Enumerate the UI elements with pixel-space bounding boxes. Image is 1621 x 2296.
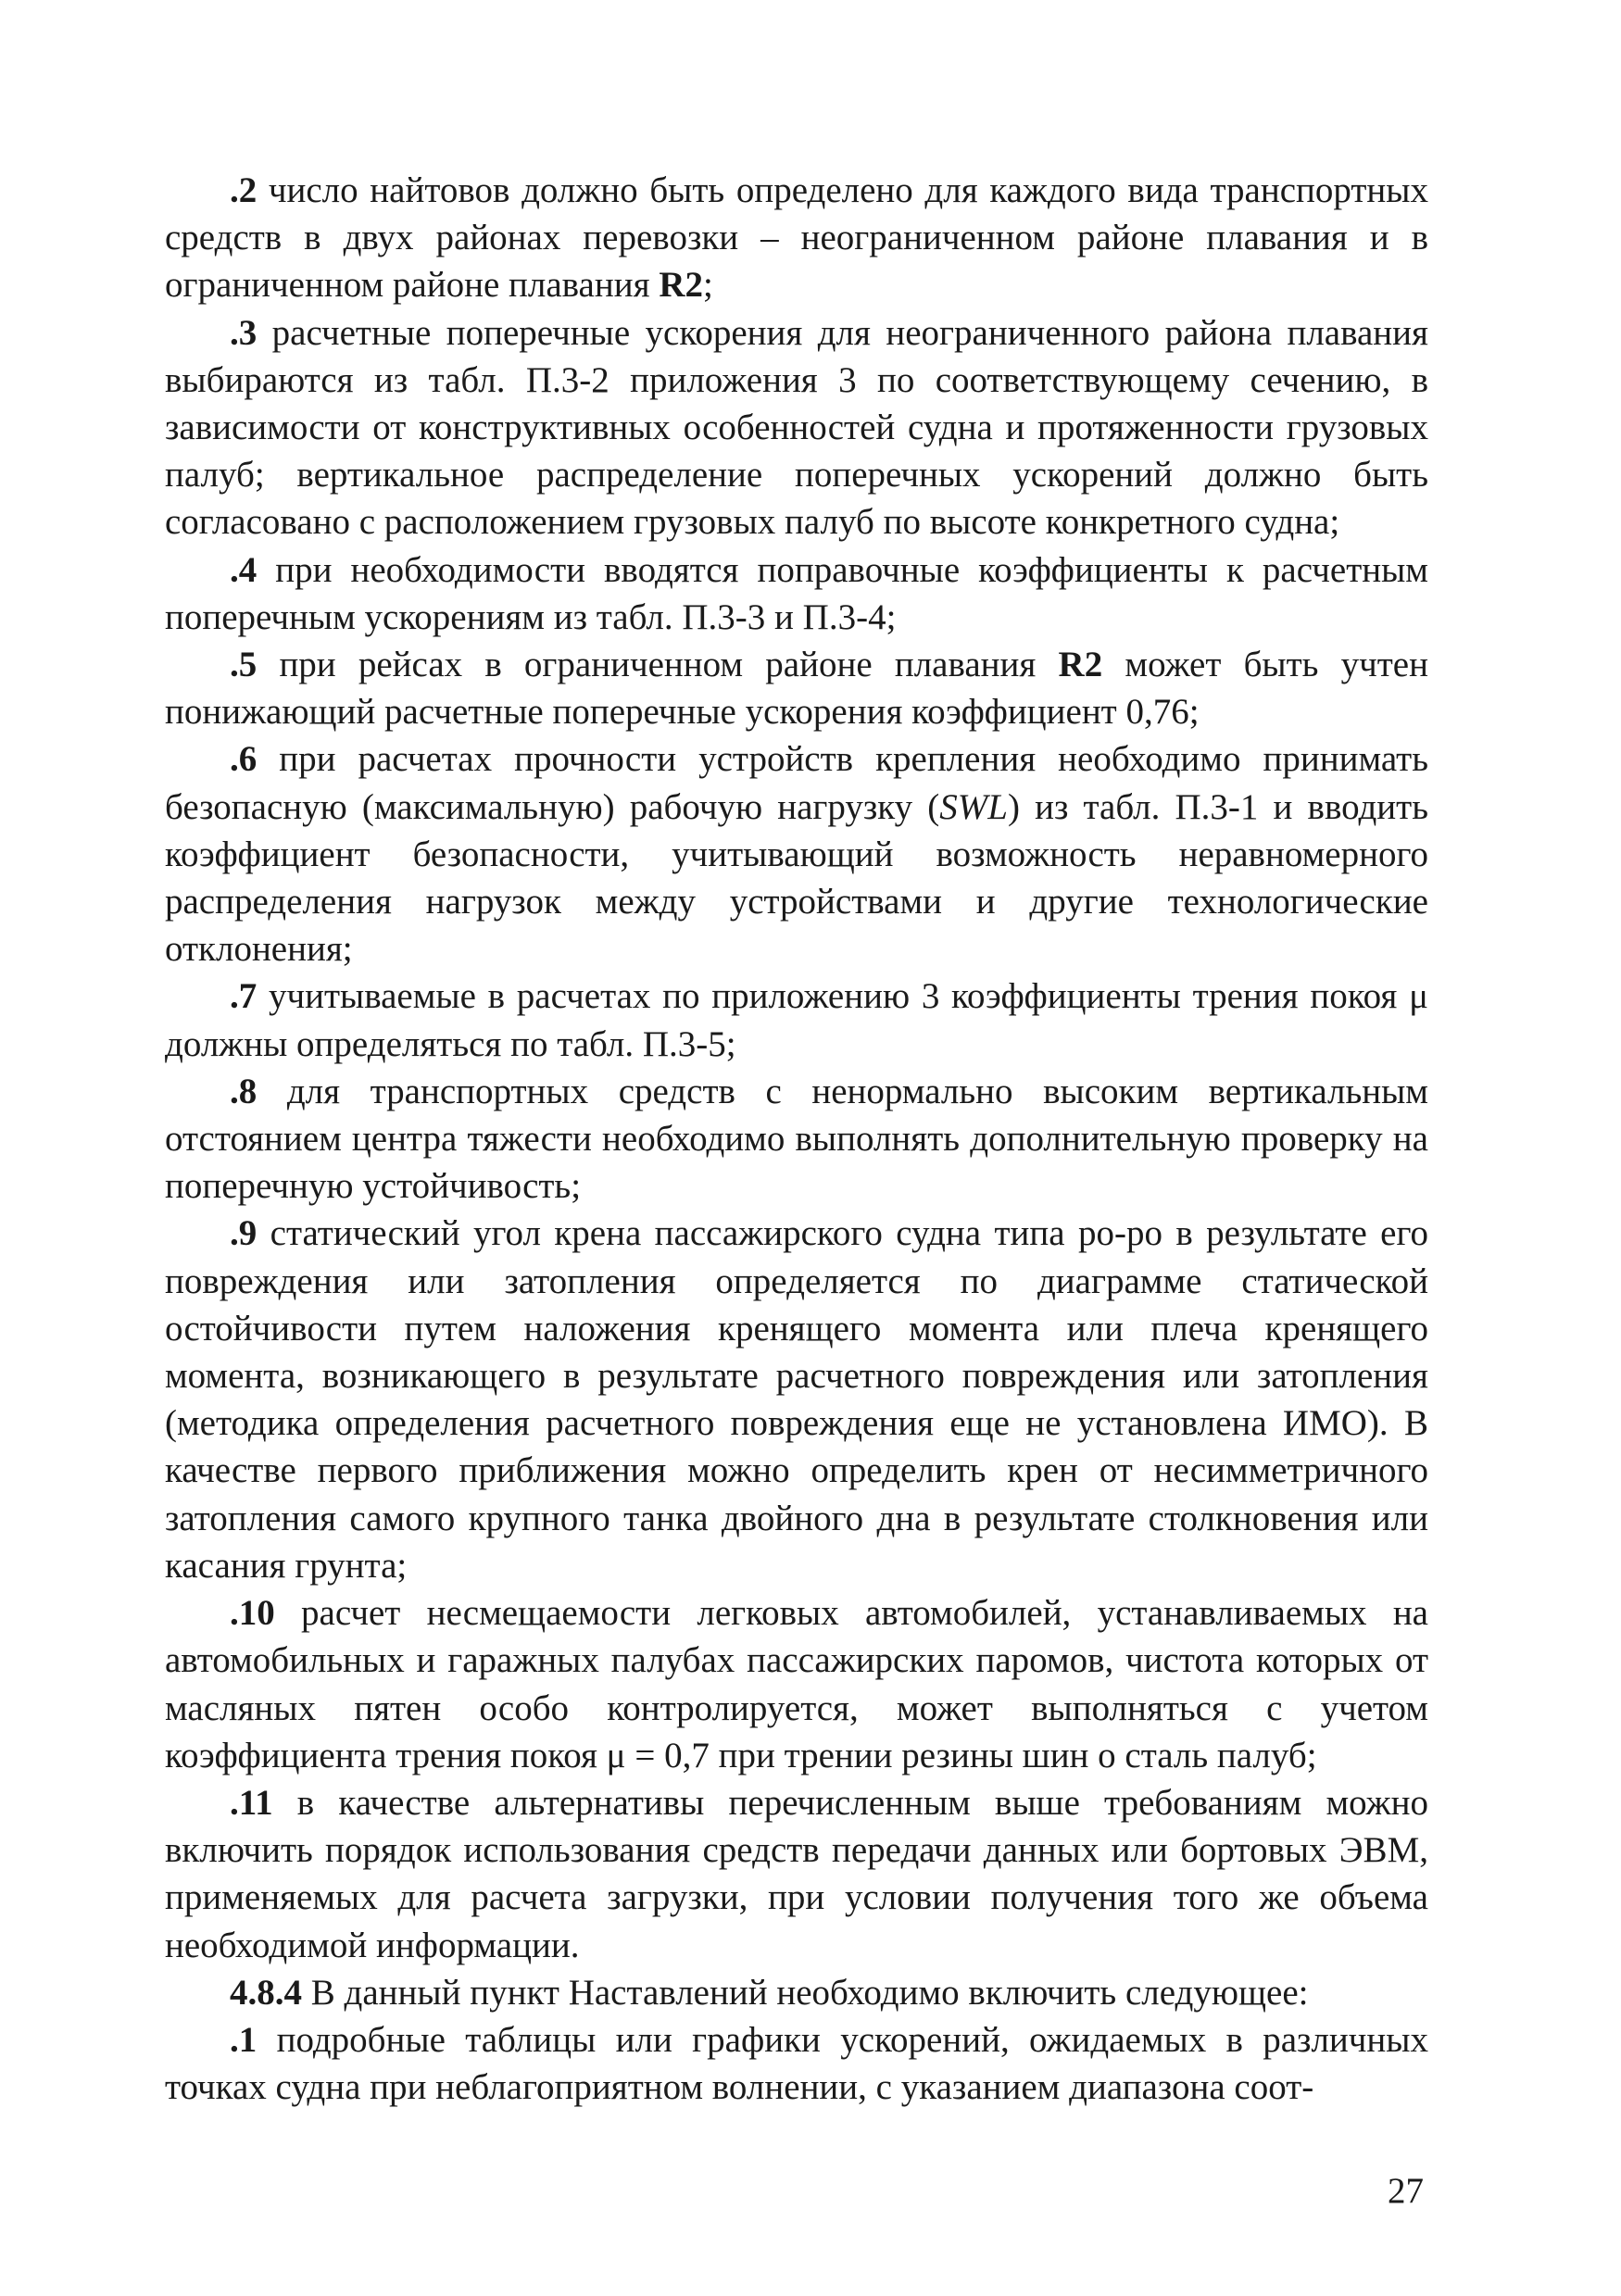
paragraph-2 xyxy=(165,167,1428,309)
paragraph-text: подробные таблицы или графики ускорений, ожидаемых в различных точках судна при неблагоприятном волнении, с указанием диапазона соот- xyxy=(165,2019,1428,2108)
item-number: .11 xyxy=(230,1782,273,1823)
paragraph-text: в качестве альтернативы перечисленным выше требованиям можно включить порядок использования средств передачи данных или бортовых ЭВМ, применяемых для расчета загрузки, при условии получения того же объема необходимой информации. xyxy=(165,1782,1428,1965)
paragraph-6 xyxy=(165,735,1428,972)
paragraph-text: расчетные поперечные ускорения для неограниченного района плавания выбираются из табл. П.3-2 приложения 3 по соответствующему сечению, в зависимости от конструктивных особенностей судна и протяженности грузовых палуб; вертикальное распределение поперечных ускорений должно быть согласовано с расположением грузовых палуб по высоте конкретного судна; xyxy=(165,312,1428,543)
section-number: 4.8.4 xyxy=(230,1972,302,2013)
paragraph-text: учитываемые в расчетах по приложению 3 коэффициенты трения покоя μ должны определяться по табл. П.3-5; xyxy=(165,976,1428,1064)
paragraph-end: ; xyxy=(702,265,713,306)
item-number: .4 xyxy=(230,549,258,590)
paragraph-text: статический угол крена пассажирского судна типа ро-ро в результате его повреждения или затопления определяется по диаграмме статической остойчивости путем наложения кренящего момента или плеча кренящего момента, возникающего в результате расчетного повреждения или затопления (методика определения расчетного повреждения еще не установлена ИМО). В качестве первого приближения можно определить крен от несимметричного затопления самого крупного танка двойного дна в результате столкновения или касания грунта; xyxy=(165,1213,1428,1586)
paragraph-11 xyxy=(165,1779,1428,1969)
body-text xyxy=(165,167,1428,2111)
paragraph-5 xyxy=(165,641,1428,735)
paragraph-text: расчет несмещаемости легковых автомобилей, устанавливаемых на автомобильных и гаражных палубах пассажирских паромов, чистота которых от масляных пятен особо контролируется, может выполняться с учетом коэффициента трения покоя μ = 0,7 при трении резины шин о сталь палуб; xyxy=(165,1593,1428,1775)
item-number: .8 xyxy=(230,1071,258,1111)
paragraph-text: В данный пункт Наставлений необходимо включить следующее: xyxy=(302,1972,1309,2013)
paragraph-8 xyxy=(165,1068,1428,1211)
item-number: .3 xyxy=(230,312,258,353)
item-number: .9 xyxy=(230,1213,258,1254)
paragraph-4 xyxy=(165,546,1428,641)
paragraph-3 xyxy=(165,309,1428,546)
section-4-8-4 xyxy=(165,1969,1428,2016)
item-number: .7 xyxy=(230,976,258,1017)
paragraph-text: может быть учтен понижающий расчетные поперечные ускорения коэффициент 0,76; xyxy=(165,645,1428,733)
item-number: .5 xyxy=(230,645,258,685)
paragraph-text: при расчетах прочности устройств крепления необходимо принимать безопасную (максимальную) рабочую нагрузку ( xyxy=(165,739,1428,827)
paragraph-text: число найтовов должно быть определено для каждого вида транспортных средств в двух районах перевозки – неограниченном районе плавания и в ограниченном районе плавания xyxy=(165,170,1428,306)
item-number: .6 xyxy=(230,739,258,780)
item-number: .1 xyxy=(230,2019,258,2060)
page-number: 27 xyxy=(1388,2171,1424,2211)
region-code: R2 xyxy=(1058,645,1103,685)
paragraph-7 xyxy=(165,972,1428,1067)
paragraph-10 xyxy=(165,1589,1428,1779)
item-number: .10 xyxy=(230,1593,275,1634)
paragraph-text: ) из табл. П.3-1 и вводить коэффициент безопасности, учитывающий возможность неравномерного распределения нагрузок между устройствами и другие технологические отклонения; xyxy=(165,786,1429,970)
paragraph-1 xyxy=(165,2016,1428,2111)
paragraph-9 xyxy=(165,1210,1428,1589)
paragraph-text: для транспортных средств с ненормально высоким вертикальным отстоянием центра тяжести необходимо выполнять дополнительную проверку на поперечную устойчивость; xyxy=(165,1071,1428,1207)
paragraph-text: при рейсах в ограниченном районе плавания xyxy=(257,645,1059,685)
region-code: R2 xyxy=(659,265,703,306)
item-number: .2 xyxy=(230,170,258,210)
swl-term: SWL xyxy=(939,786,1008,827)
paragraph-text: при необходимости вводятся поправочные коэффициенты к расчетным поперечным ускорениям из табл. П.3-3 и П.3-4; xyxy=(165,549,1428,637)
